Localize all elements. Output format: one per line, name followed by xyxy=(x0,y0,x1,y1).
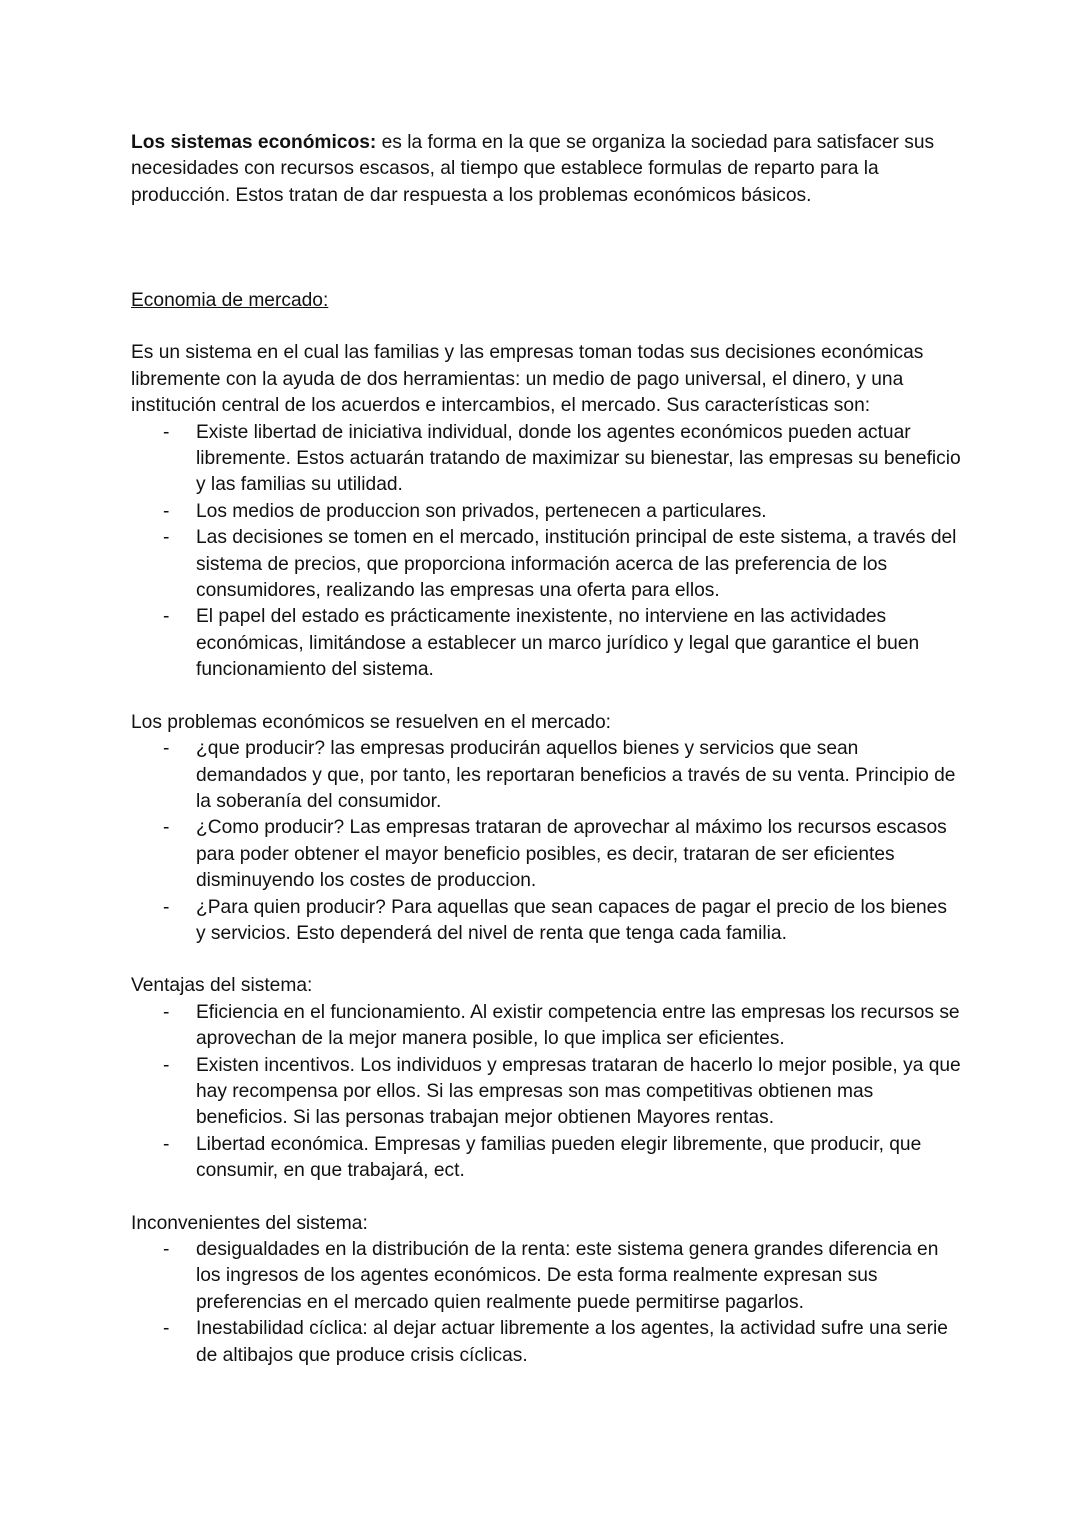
list-item-text: ¿Como producir? Las empresas trataran de aprovechar al máximo los recursos escasos para poder obtener el mayor beneficio posibles, es decir, trataran de ser eficientes disminuyendo los costes de produccion. xyxy=(196,817,947,892)
list-item xyxy=(131,1132,961,1185)
list-item-text: ¿que producir? las empresas producirán aquellos bienes y servicios que sean demandados y que, por tanto, les reportaran beneficios a través de su venta. Principio de la soberanía del consumidor. xyxy=(196,738,956,812)
market-heading: Economia de mercado: xyxy=(131,290,329,311)
list-item xyxy=(131,1316,961,1369)
list-item xyxy=(131,499,961,525)
market-characteristics-list xyxy=(131,420,961,684)
bullet-dash: - xyxy=(163,738,170,760)
list-item-text: Eficiencia en el funcionamiento. Al existir competencia entre las empresas los recursos se aprovechan de la mejor manera posible, lo que implica ser eficientes. xyxy=(196,1001,960,1050)
bullet-dash: - xyxy=(163,606,170,628)
bullet-dash: - xyxy=(163,1054,170,1076)
problems-list xyxy=(131,736,961,947)
disadvantages-list xyxy=(131,1237,961,1369)
market-description: Es un sistema en el cual las familias y las empresas toman todas sus decisiones económicas libremente con la ayuda de dos herramientas: un medio de pago universal, el dinero, y una institución central de los acuerdos e intercambios, el mercado. Sus características son: xyxy=(131,342,924,417)
list-item xyxy=(131,736,961,815)
disadvantages-heading: Inconvenientes del sistema: xyxy=(131,1212,368,1234)
list-item xyxy=(131,895,961,948)
list-item xyxy=(131,1237,961,1316)
list-item-text: Existe libertad de iniciativa individual, donde los agentes económicos pueden actuar libremente. Estos actuarán tratando de maximizar su bienestar, las empresas su beneficio y las familias su utilidad. xyxy=(196,421,961,496)
list-item-text: Existen incentivos. Los individuos y empresas trataran de hacerlo lo mejor posible, ya que hay recompensa por ellos. Si las empresas son mas competitivas obtienen mas beneficios. Si las personas trabajan mejor obtienen Mayores rentas. xyxy=(196,1054,961,1129)
list-item-text: Las decisiones se tomen en el mercado, institución principal de este sistema, a través del sistema de precios, que proporciona información acerca de las preferencia de los consumidores, realizando las empresas una oferta para ellos. xyxy=(196,527,957,602)
bullet-dash: - xyxy=(163,500,170,522)
bullet-dash: - xyxy=(163,527,170,549)
list-item xyxy=(131,815,961,894)
bullet-dash: - xyxy=(163,1001,170,1023)
list-item xyxy=(131,1053,961,1132)
intro-text: es la forma en la que se organiza la sociedad para satisfacer sus necesidades con recursos escasos, al tiempo que establece formulas de reparto para la producción. Estos tratan de dar respuesta a los problemas económicos básicos. xyxy=(131,132,935,206)
list-item-text: Los medios de produccion son privados, pertenecen a particulares. xyxy=(196,500,767,522)
list-item xyxy=(131,604,961,683)
bullet-dash: - xyxy=(163,1133,170,1155)
document-page xyxy=(131,130,961,1369)
intro-paragraph xyxy=(131,130,961,209)
list-item-text: Libertad económica. Empresas y familias pueden elegir libremente, que producir, que consumir, en que trabajará, ect. xyxy=(196,1133,922,1182)
bullet-dash: - xyxy=(163,421,170,443)
list-item-text: ¿Para quien producir? Para aquellas que sean capaces de pagar el precio de los bienes y servicios. Esto dependerá del nivel de renta que tenga cada familia. xyxy=(196,896,947,944)
list-item-text: desigualdades en la distribución de la renta: este sistema genera grandes diferencia en los ingresos de los agentes económicos. De esta forma realmente expresan sus preferencias en el mercado quien realmente puede permitirse pagarlos. xyxy=(196,1239,939,1313)
advantages-list xyxy=(131,1000,961,1185)
list-item-text: Inestabilidad cíclica: al dejar actuar libremente a los agentes, la actividad sufre una serie de altibajos que produce crisis cíclicas. xyxy=(196,1318,948,1366)
bullet-dash: - xyxy=(163,1239,170,1260)
bullet-dash: - xyxy=(163,817,170,839)
problems-heading: Los problemas económicos se resuelven en el mercado: xyxy=(131,711,611,733)
bullet-dash: - xyxy=(163,896,170,918)
bullet-dash: - xyxy=(163,1318,170,1340)
list-item-text: El papel del estado es prácticamente inexistente, no interviene en las actividades económicas, limitándose a establecer un marco jurídico y legal que garantice el buen funcionamiento del sistema. xyxy=(196,606,920,681)
list-item xyxy=(131,420,961,499)
intro-title: Los sistemas económicos: xyxy=(131,132,377,153)
advantages-heading: Ventajas del sistema: xyxy=(131,975,313,997)
list-item xyxy=(131,1000,961,1053)
list-item xyxy=(131,525,961,604)
